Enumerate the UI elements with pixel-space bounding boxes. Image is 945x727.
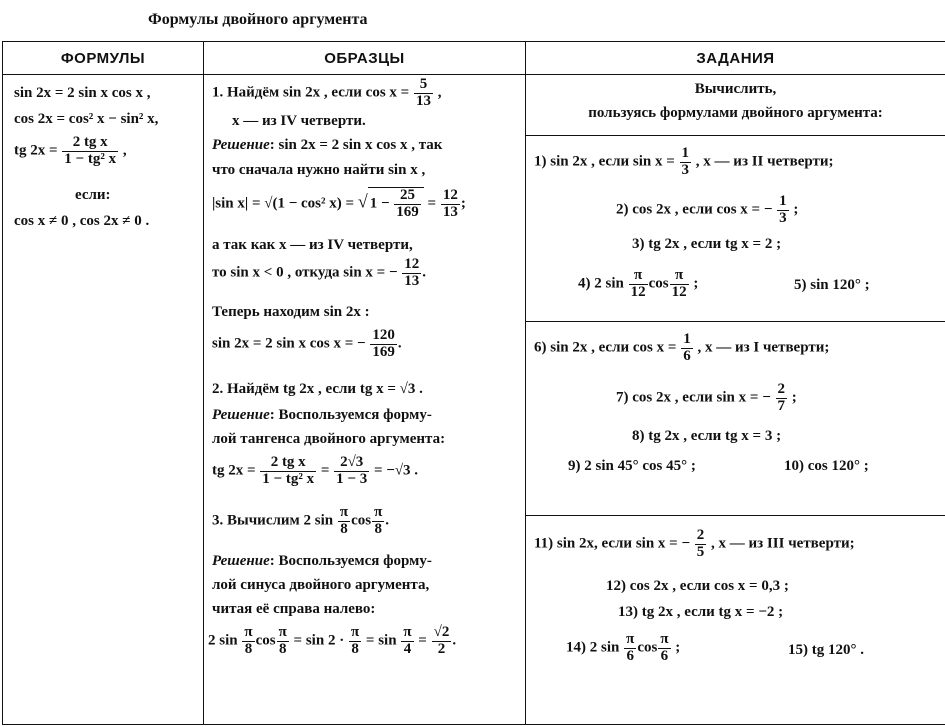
task-14: 14) 2 sin $\frac{\pi}{6}$ cos $\frac{\pi}{6}$ ; <box>566 631 681 664</box>
sample3-result: 2 sin $\frac{\pi}{8}$ cos $\frac{\pi}{8}$ = sin 2 · $\frac{\pi}{8}$ = sin $\frac{\pi}{4}$ = $\frac{√2}{2}$ . <box>208 624 457 657</box>
header-samples: ОБРАЗЦЫ <box>204 42 526 75</box>
sample2-result: tg 2x = $\frac{\text{2 tg x}}{\text{1 − tg² x}}$ = $\frac{2√3}{1 - 3}$ = −√3 . <box>212 454 419 487</box>
sample1-quarter: x — из IV четверти. <box>232 113 366 129</box>
sample2-solution-1: Решение: Воспользуемся форму- <box>212 407 432 423</box>
sample3-solution-2: лой синуса двойного аргумента, <box>212 577 430 593</box>
task-group-3 <box>526 515 945 726</box>
formula-sin2x: sin 2x = 2 sin x cos x , <box>14 85 151 101</box>
tasks-cell <box>526 75 945 725</box>
task-12: 12) cos 2x , если cos x = 0,3 ; <box>606 578 789 594</box>
tasks-intro-2: пользуясь формулами двойного аргумента: <box>588 105 883 121</box>
sample1-now: Теперь находим sin 2x : <box>212 304 370 320</box>
sample1-abs-sin: |sin x| = √(1 − cos² x) = √ 1 − $\frac{25}{169}$ = $\frac{12}{13}$ ; <box>212 187 466 220</box>
task-3: 3) tg 2x , если tg x = 2 ; <box>632 236 782 252</box>
sample2-statement: 2. Найдём tg 2x , если tg x = √3 . <box>212 381 423 397</box>
task-8: 8) tg 2x , если tg x = 3 ; <box>632 428 782 444</box>
task-10: 10) cos 120° ; <box>784 458 869 474</box>
sample3-solution-3: читая её справа налево: <box>212 601 376 617</box>
formula-cos2x: cos 2x = cos² x − sin² x, <box>14 111 159 127</box>
header-tasks: ЗАДАНИЯ <box>526 42 945 75</box>
header-formulas: ФОРМУЛЫ <box>3 42 204 75</box>
task-2: 2) cos 2x , если cos x = − $\frac{1}{3}$ ; <box>616 193 799 226</box>
task-5: 5) sin 120° ; <box>794 277 870 293</box>
task-13: 13) tg 2x , если tg x = −2 ; <box>618 604 784 620</box>
formulas-cell <box>3 75 204 725</box>
formula-tg2x: tg 2x = $\frac{\text{2 tg x}}{\text{1 − tg² x}}$ , <box>14 134 127 167</box>
formula-table <box>2 41 945 725</box>
task-group-1 <box>526 135 945 322</box>
sample3-statement: 3. Вычислим 2 sin $\frac{\pi}{8}$ cos $\frac{\pi}{8}$ . <box>212 504 390 537</box>
condition-label: если: <box>75 187 111 203</box>
task-4: 4) 2 sin $\frac{\pi}{12}$ cos $\frac{\pi}{12}$ ; <box>578 267 699 300</box>
tasks-intro-1: Вычислить, <box>694 81 777 97</box>
sample1-result: sin 2x = 2 sin x cos x = − $\frac{120}{169}$ . <box>212 327 402 360</box>
sample1-solution-2: что сначала нужно найти sin x , <box>212 162 426 178</box>
sample1-statement: 1. Найдём sin 2x , если cos x = $\frac{5}{13}$ , <box>212 76 442 109</box>
samples-cell <box>204 75 526 725</box>
task-11: 11) sin 2x, если sin x = − $\frac{2}{5}$ , x — из III четверти; <box>534 527 855 560</box>
sample3-solution-1: Решение: Воспользуемся форму- <box>212 553 432 569</box>
sample1-sin-negative: то sin x < 0 , откуда sin x = − $\frac{12}{13}$ . <box>212 256 427 289</box>
task-6: 6) sin 2x , если cos x = $\frac{1}{6}$ , x — из I четверти; <box>534 331 830 364</box>
task-15: 15) tg 120° . <box>788 642 864 658</box>
task-7: 7) cos 2x , если sin x = − $\frac{2}{7}$ ; <box>616 381 797 414</box>
sample1-quarter-note: а так как x — из IV четверти, <box>212 237 413 253</box>
task-group-2 <box>526 321 945 516</box>
condition-formula: cos x ≠ 0 , cos 2x ≠ 0 . <box>14 213 150 229</box>
sample2-solution-2: лой тангенса двойного аргумента: <box>212 431 446 447</box>
page-title: Формулы двойного аргумента <box>148 11 368 28</box>
sample1-solution-1: Решение: sin 2x = 2 sin x cos x , так <box>212 137 443 153</box>
task-1: 1) sin 2x , если sin x = $\frac{1}{3}$ , x — из II четверти; <box>534 145 834 178</box>
task-9: 9) 2 sin 45° cos 45° ; <box>568 458 696 474</box>
